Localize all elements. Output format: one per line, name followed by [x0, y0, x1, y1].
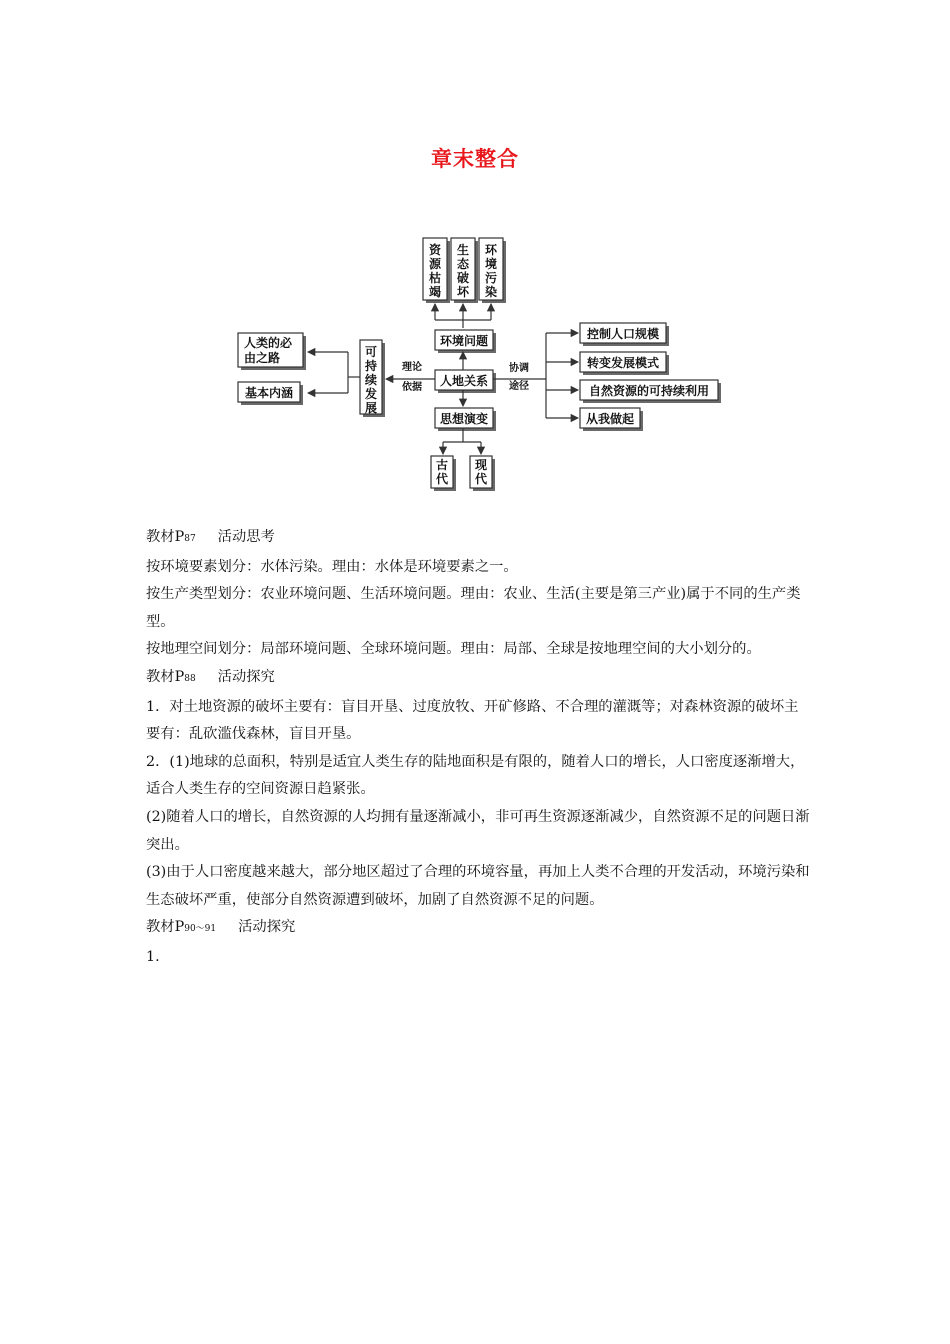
top-box-1: [423, 238, 450, 303]
section-heading: [146, 524, 810, 554]
left-box-2-text: 基本内涵: [244, 386, 294, 400]
bottom-box-2: [470, 456, 495, 491]
theory-label-2: 依据: [402, 382, 422, 393]
thought-box: [435, 408, 496, 431]
bottom-box-1-text: 古代: [435, 458, 449, 486]
paragraph: 1.: [146, 948, 160, 965]
center-box: [435, 370, 496, 393]
heading-rest: 活动探究: [217, 668, 275, 685]
center-text: 人地关系: [439, 374, 489, 388]
page-subscript: 88: [184, 673, 196, 684]
theory-label-1: 理论: [402, 362, 422, 373]
heading-main: 教材P: [146, 919, 185, 936]
paragraph: (2)随着人口的增长，自然资源的人均拥有量逐渐减小，非可再生资源逐渐减少，自然资源不足的问题日渐突出。: [146, 808, 810, 853]
concept-map: [230, 232, 730, 494]
right-box-2-text: 转变发展模式: [586, 356, 660, 370]
coord-label-2: 途径: [509, 381, 529, 392]
paragraph: 2．(1)地球的总面积，特别是适宜人类生存的陆地面积是有限的，随着人口的增长，人口密度逐渐增大，适合人类生存的空间资源日趋紧张。: [146, 753, 805, 798]
thought-text: 思想演变: [439, 412, 489, 426]
heading-main: 教材P: [146, 668, 185, 685]
paragraph: 按环境要素划分：水体污染。理由：水体是环境要素之一。: [146, 558, 518, 575]
top-box-2: [451, 238, 478, 303]
page-subscript: 90～91: [184, 924, 217, 935]
sustainable-text: 可持续发展: [364, 345, 378, 415]
right-box-1-text: 控制人口规模: [586, 327, 660, 341]
right-box-4: [580, 408, 643, 431]
left-box-1: [238, 333, 306, 370]
section-heading: [146, 664, 810, 694]
top-box-3-text: 环境污染: [484, 243, 498, 299]
page-title: 章末整合: [431, 147, 519, 171]
left-box-2: [238, 382, 303, 405]
bottom-box-2-text: 现代: [474, 458, 488, 486]
right-box-1: [580, 323, 669, 346]
coord-label-1: 协调: [509, 363, 529, 374]
section-heading: [146, 914, 810, 944]
env-problem-box: [435, 330, 496, 353]
right-box-4-text: 从我做起: [585, 412, 635, 426]
body-text: [146, 524, 810, 972]
heading-main: 教材P: [146, 529, 185, 545]
right-box-3: [580, 380, 721, 403]
env-problem-text: 环境问题: [439, 334, 489, 348]
top-box-2-text: 生态破坏: [456, 243, 470, 299]
paragraph: 按生产类型划分：农业环境问题、生活环境问题。理由：农业、生活(主要是第三产业)属于不同的生产类型。: [146, 586, 801, 630]
heading-rest: 活动探究: [238, 919, 296, 936]
bottom-box-1: [431, 456, 456, 491]
top-box-1-text: 资源枯竭: [428, 243, 442, 299]
left-box-1-line-2: 由之路: [244, 351, 281, 365]
paragraph: (3)由于人口密度越来越大，部分地区超过了合理的环境容量，再加上人类不合理的开发活动，环境污染和生态破坏严重，使部分自然资源遭到破坏，加剧了自然资源不足的问题。: [146, 864, 810, 908]
page-subscript: 87: [184, 534, 196, 544]
heading-rest: 活动思考: [217, 529, 275, 545]
top-box-3: [479, 238, 506, 303]
right-box-2: [580, 352, 669, 375]
paragraph: 1．对土地资源的破坏主要有：盲目开垦、过度放牧、开矿修路、不合理的灌溉等；对森林资源的破坏主要有：乱砍滥伐森林，盲目开垦。: [146, 698, 799, 743]
right-box-3-text: 自然资源的可持续利用: [588, 384, 710, 398]
sustainable-box: [360, 340, 385, 417]
paragraph: 按地理空间划分：局部环境问题、全球环境问题。理由：局部、全球是按地理空间的大小划分的。: [146, 641, 761, 658]
left-box-1-line-1: 人类的必: [244, 336, 293, 350]
